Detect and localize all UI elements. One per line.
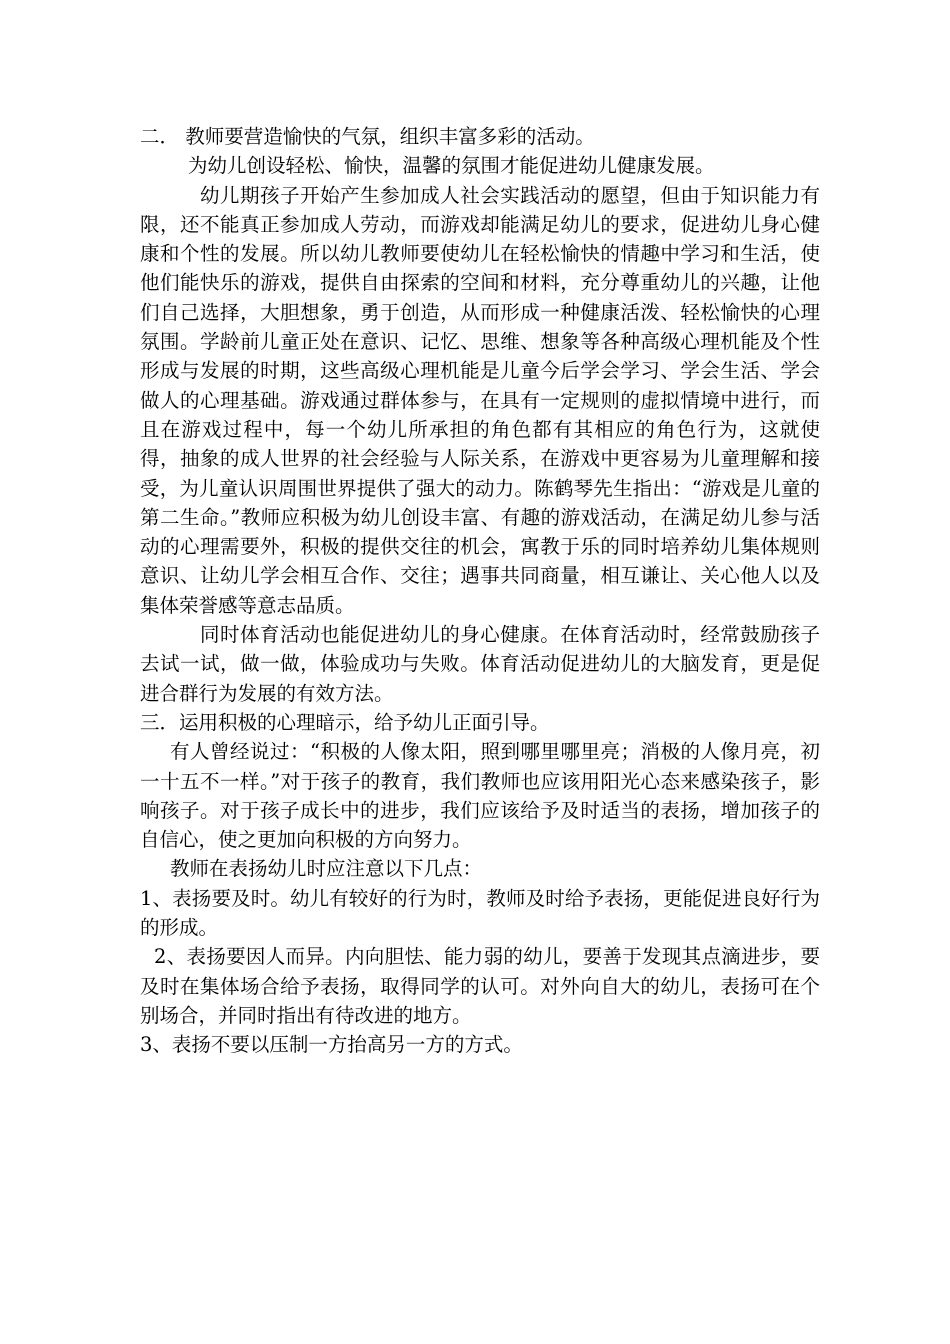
section-two-heading: 二． 教师要营造愉快的气氛，组织丰富多彩的活动。 (140, 125, 595, 148)
section-two-intro: 为幼儿创设轻松、愉快，温馨的氛围才能促进幼儿健康发展。 (188, 154, 715, 178)
paragraph-quote: 有人曾经说过：“积极的人像太阳，照到哪里哪里亮；消极的人像月亮，初一十五不一样。”对于孩子的教育，我们教师也应该用阳光心态来感染孩子，影响孩子。对于孩子成长中的进步，我们应该给予及时适当的表扬，增加孩子的自信心，使之更加向积极的方向努力。 (140, 740, 820, 852)
list-item: 3、表扬不要以压制一方抬高另一方的方式。 (140, 1033, 523, 1057)
list-item: 2、表扬要因人而异。内向胆怯、能力弱的幼儿，要善于发现其点滴进步，要及时在集体场合给予表扬，取得同学的认可。对外向自大的幼儿，表扬可在个别场合，并同时指出有待改进的地方。 (140, 945, 820, 1027)
paragraph-notes: 教师在表扬幼儿时应注意以下几点： (170, 857, 483, 881)
section-three-heading: 三．运用积极的心理暗示，给予幼儿正面引导。 (140, 710, 550, 734)
paragraph-play: 幼儿期孩子开始产生参加成人社会实践活动的愿望，但由于知识能力有限，还不能真正参加成人劳动，而游戏却能满足幼儿的要求，促进幼儿身心健康和个性的发展。所以幼儿教师要使幼儿在轻松愉快的情趣中学习和生活，使他们能快乐的游戏，提供自由探索的空间和材料，充分尊重幼儿的兴趣，让他们自己选择，大胆想象，勇于创造，从而形成一种健康活泼、轻松愉快的心理氛围。学龄前儿童正处在意识、记忆、思维、想象等各种高级心理机能及个性形成与发展的时期，这些高级心理机能是儿童今后学会学习、学会生活、学会做人的心理基础。游戏通过群体参与，在具有一定规则的虚拟情境中进行，而且在游戏过程中，每一个幼儿所承担的角色都有其相应的角色行为，这就使得，抽象的成人世界的社会经验与人际关系，在游戏中更容易为儿童理解和接受，为儿童认识周围世界提供了强大的动力。陈鹤琴先生指出：“游戏是儿童的第二生命。”教师应积极为幼儿创设丰富、有趣的游戏活动，在满足幼儿参与活动的心理需要外，积极的提供交往的机会，寓教于乐的同时培养幼儿集体规则意识、让幼儿学会相互合作、交往；遇事共同商量，相互谦让、关心他人以及集体荣誉感等意志品质。 (140, 183, 820, 617)
document-body (140, 122, 820, 1060)
list-item: 1、表扬要及时。幼儿有较好的行为时，教师及时给予表扬，更能促进良好行为的形成。 (140, 886, 820, 940)
paragraph-sports: 同时体育活动也能促进幼儿的身心健康。在体育活动时，经常鼓励孩子去试一试，做一做，体验成功与失败。体育活动促进幼儿的大脑发育，更是促进合群行为发展的有效方法。 (140, 623, 820, 705)
